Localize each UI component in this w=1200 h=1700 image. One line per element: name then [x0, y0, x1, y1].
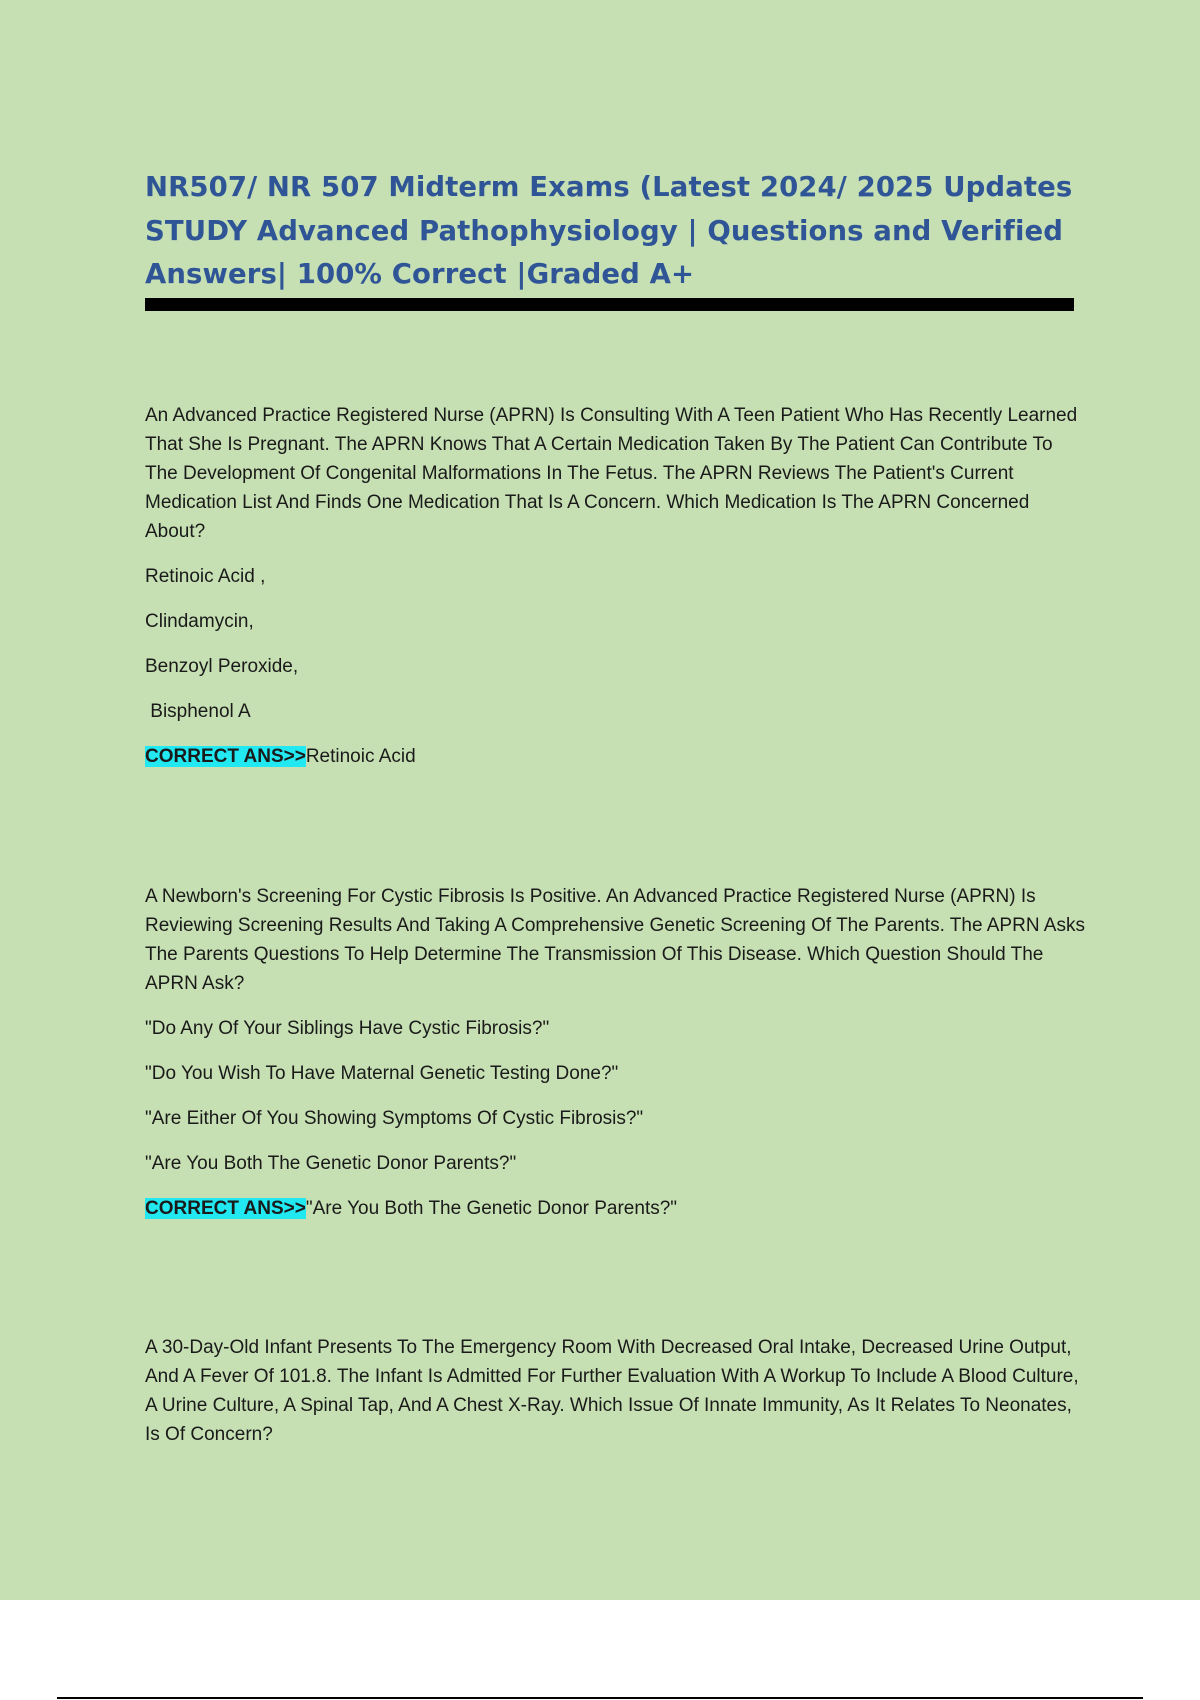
answer-option: Clindamycin,: [145, 611, 254, 632]
answer-option: Bisphenol A: [145, 701, 251, 722]
question-text: A 30-Day-Old Infant Presents To The Emergency Room With Decreased Oral Intake, Decreased Urine Output, And A Fever Of 101.8. The Infant Is Admitted For Further Evaluation With A Workup To Include A Blood Culture, A Urine Culture, A Spinal Tap, And A Chest X-Ray. Which Issue Of Innate Immunity, As It Relates To Neonates, Is Of Concern?: [145, 1337, 1079, 1445]
answer-option: "Are Either Of You Showing Symptoms Of Cystic Fibrosis?": [145, 1108, 644, 1129]
correct-answer: [145, 1194, 1090, 1223]
question-block-3: [145, 1333, 1090, 1449]
question-block-1: [145, 401, 1090, 771]
footer-divider: [57, 1697, 1143, 1699]
question-block-2: [145, 882, 1090, 1223]
answer-option: "Do Any Of Your Siblings Have Cystic Fibrosis?": [145, 1018, 550, 1039]
correct-answer-label: CORRECT ANS>>: [145, 1198, 306, 1219]
answer-option: Retinoic Acid ,: [145, 566, 266, 587]
document-title: NR507/ NR 507 Midterm Exams (Latest 2024/ 2025 Updates STUDY Advanced Pathophysiology | Questions and Verified Answers| 100% Correct |Graded A+: [145, 171, 1073, 290]
answer-option: "Do You Wish To Have Maternal Genetic Testing Done?": [145, 1063, 619, 1084]
question-text: A Newborn's Screening For Cystic Fibrosis Is Positive. An Advanced Practice Registered Nurse (APRN) Is Reviewing Screening Results And Taking A Comprehensive Genetic Screening Of The Parents. The APRN Asks The Parents Questions To Help Determine The Transmission Of This Disease. Which Question Should The APRN Ask?: [145, 886, 1085, 994]
correct-answer-text: "Are You Both The Genetic Donor Parents?": [305, 1198, 678, 1219]
question-text: An Advanced Practice Registered Nurse (APRN) Is Consulting With A Teen Patient Who Has Recently Learned That She Is Pregnant. The APRN Knows That A Certain Medication Taken By The Patient Can Contribute To The Development Of Congenital Malformations In The Fetus. The APRN Reviews The Patient's Current Medication List And Finds One Medication That Is A Concern. Which Medication Is The APRN Concerned About?: [145, 405, 1078, 542]
correct-answer-text: Retinoic Acid: [305, 746, 416, 767]
answer-option: Benzoyl Peroxide,: [145, 656, 299, 677]
answer-option: "Are You Both The Genetic Donor Parents?": [145, 1153, 517, 1174]
correct-answer: [145, 742, 1090, 771]
title-underline: [145, 298, 1074, 311]
correct-answer-label: CORRECT ANS>>: [145, 746, 306, 767]
